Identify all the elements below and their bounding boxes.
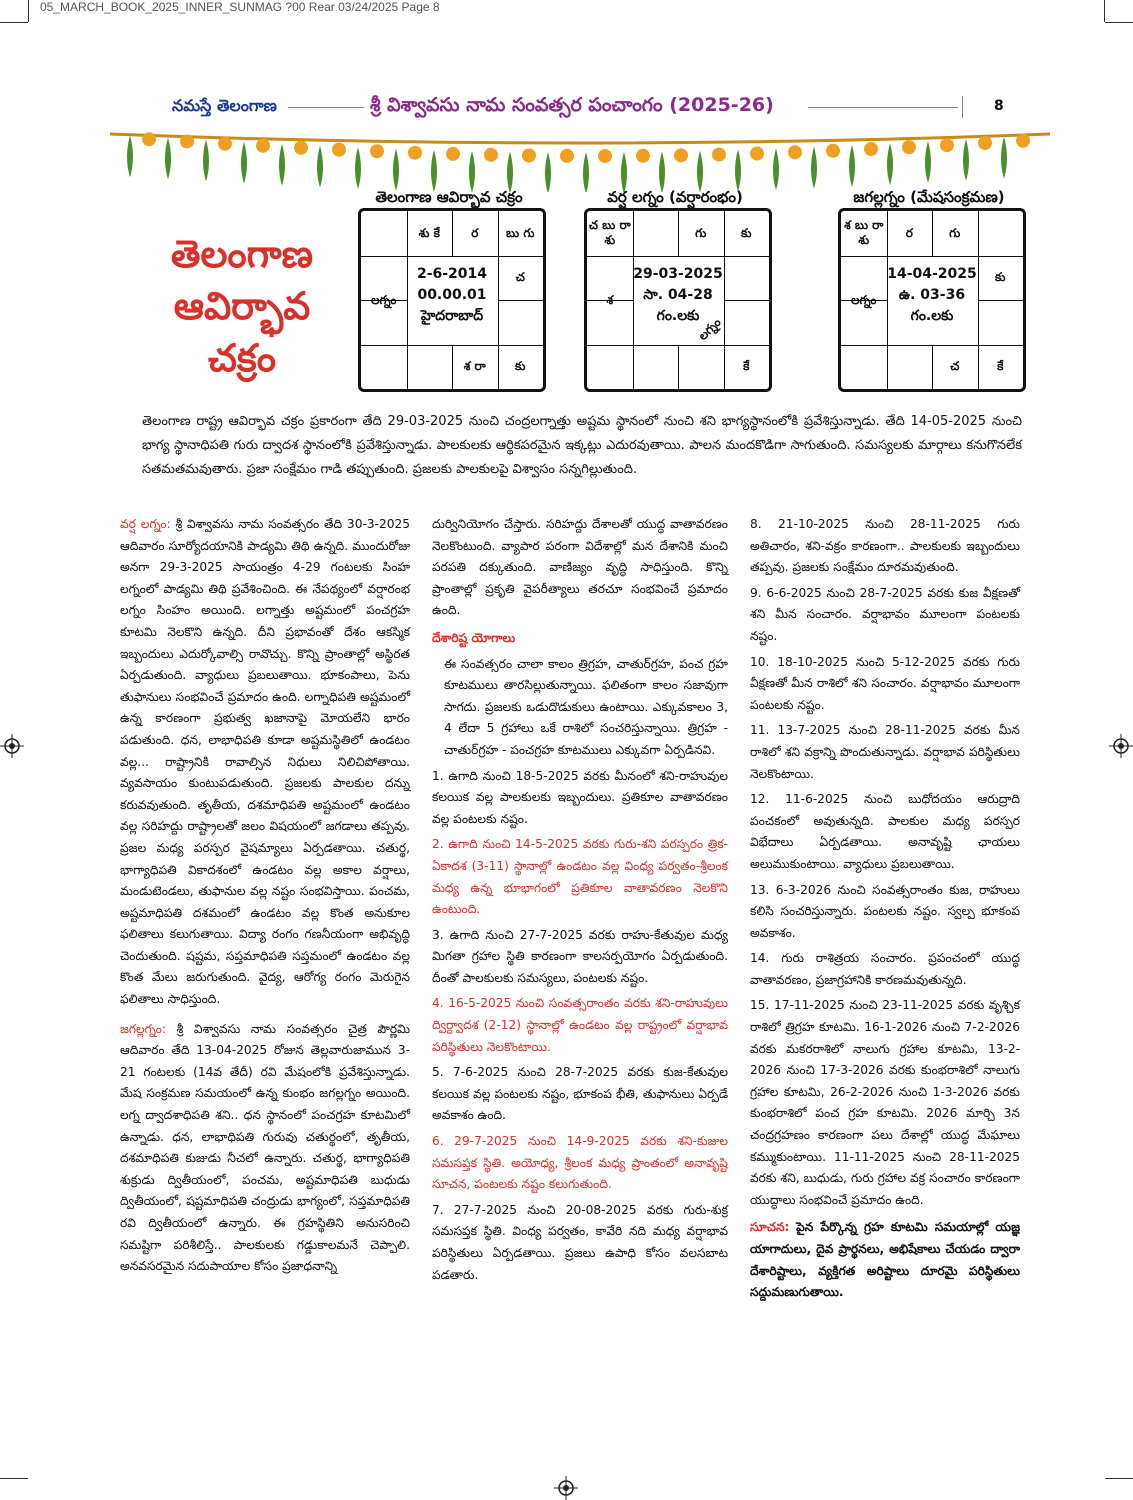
lead-label: జగల్లగ్నం: <box>120 1021 166 1036</box>
chart-house <box>633 345 679 390</box>
section-title-line: తెలంగాణ <box>170 232 314 276</box>
chart-house <box>498 300 544 345</box>
paragraph-varsha-lagnam <box>120 514 410 1011</box>
mango-leaf-icon <box>697 151 703 192</box>
chart-house <box>587 345 633 390</box>
marigold-icon <box>1016 134 1030 148</box>
mango-leaf-icon <box>127 135 133 177</box>
mango-leaf-icon <box>735 150 741 192</box>
header-rule <box>288 107 364 108</box>
chart-house <box>887 345 933 390</box>
chart-house-lagna: లగ్నం <box>851 292 877 307</box>
marigold-icon <box>788 145 802 159</box>
chart-center-info <box>887 264 978 327</box>
mango-leaf-icon <box>545 152 551 192</box>
mango-leaf-icon <box>621 152 627 192</box>
lead-label: వర్ష లగ్నం: <box>120 517 171 531</box>
list-item: 2. ఉగాది నుంచి 14-5-2025 వరకు గురు-శని పరస్పరం త్రిక-ఏకాదశ (3-11) స్థానాల్లో ఉండటం వల్ల వింధ్య పర్వతం-శ్రీలంక మధ్య ఉన్న భూభాగంలో ప్రతికూల వాతావరణం నెలకొని ఉంటుంది. <box>432 837 728 917</box>
marigold-icon <box>256 139 270 153</box>
list-item: 1. ఉగాది నుంచి 18-5-2025 వరకు మీనంలో శని-రాహువుల కలయిక వల్ల పాలకులకు ఇబ్బందులు. ప్రతికూల వాతావరణం వల్ల పంటలకు నష్టం. <box>432 768 728 826</box>
chart-house: శ బు రా శు <box>844 218 884 248</box>
chart-house: కే <box>743 359 750 374</box>
section-title-line: చక్రం <box>208 336 276 380</box>
marigold-icon <box>522 149 536 163</box>
marigold-icon <box>902 140 916 154</box>
chart-house-lagna: శ <box>606 292 614 307</box>
marigold-icon <box>142 132 156 146</box>
chart-house: శు కే <box>418 225 440 240</box>
mango-leaf-icon <box>279 144 285 186</box>
yoga-list <box>750 514 1020 1211</box>
marigold-icon <box>446 147 460 161</box>
list-item: 5. 7-6-2025 నుంచి 28-7-2025 వరకు కుజ-కేతువుల కలయిక వల్ల పంటలకు నష్టం, భూకంప భీతి, తుఫానులు ఏర్పడే అవకాశం ఉంది. <box>432 1065 728 1123</box>
marigold-icon <box>940 138 954 152</box>
list-item: 6. 29-7-2025 నుంచి 14-9-2025 వరకు శని-కుజుల సమసప్తక స్థితి. అయోధ్య, శ్రీలంక మధ్య ప్రాంతంలో అనావృష్టి సూచన, పంటలకు నష్టం కలుగుతుంది. <box>432 1134 728 1192</box>
crop-mark <box>28 0 29 22</box>
chart-center-line: సా. 04-28 <box>643 286 713 303</box>
list-item: 4. 16-5-2025 నుంచి సంవత్సరాంతం వరకు శని-రాహువులు ద్విర్ద్వాదశ (2-12) స్థానాల్లో ఉండటం వల్ల రాష్ట్రంలో వర్షాభావ పరిస్థితులు నెలకొంటాయి. <box>432 996 728 1054</box>
horoscope-chart <box>838 208 1026 392</box>
brand-name: నమస్తే తెలంగాణ <box>172 96 277 115</box>
chart-house: శ రా <box>463 359 486 374</box>
chart-house-lagna: లగ్నం <box>371 292 397 307</box>
chart-house: చ బు రా శు <box>588 218 631 248</box>
marigold-icon <box>218 137 232 151</box>
mango-leaf-icon <box>431 150 437 192</box>
chart-center-line: 00.00.01 <box>417 286 487 303</box>
list-item: 3. ఉగాది నుంచి 27-7-2025 వరకు రాహు-కేతువుల మధ్య మిగతా గ్రహాల స్థితి కారణంగా కాలసర్పయోగం ఏర్పడుతుంది. దీంతో పాలకులకు సమస్యలు, పంటలకు నష్టం. <box>432 927 728 985</box>
marigold-icon <box>826 144 840 158</box>
marigold-icon <box>750 147 764 161</box>
mango-leaf-icon <box>393 149 399 191</box>
marigold-icon <box>408 146 422 160</box>
chart-house <box>841 345 887 390</box>
chart-house: చ <box>515 270 525 285</box>
chart-house: కే <box>997 359 1004 374</box>
list-item: 11. 13-7-2025 నుంచి 28-11-2025 వరకు మీన రాశిలో శని వక్రాన్ని పొందుతున్నాడు. వర్షాభావ పరిస్థితులు నెలకొంటాయి. <box>750 723 1020 781</box>
chart-center-line: 2-6-2014 <box>416 265 488 282</box>
chart-house: ర <box>905 225 913 240</box>
chart-house: గు <box>695 225 707 240</box>
marigold-icon <box>978 136 992 150</box>
mango-leaf-icon <box>355 147 361 189</box>
chart-house: కు <box>515 359 526 374</box>
crop-mark <box>1105 22 1133 23</box>
marigold-icon <box>332 143 346 157</box>
registration-mark-icon <box>0 734 24 758</box>
marigold-icon <box>598 149 612 163</box>
crop-mark <box>0 1478 28 1479</box>
section-title-line: ఆవిర్భావ <box>173 284 311 328</box>
paragraph-text: శ్రీ విశ్వావసు నామ సంవత్సరం చైత్ర పౌర్ణమి ఆదివారం తేది 13-04-2025 రోజున తెల్లవారుజామున 3-21 గంటలకు (14వ తేదీ) రవి మేషంలోకి ప్రవేశిస్తున్నాడు. మేష సంక్రమణ సమయంలో ఉన్న కుంభం జగల్లగ్నం అయింది. లగ్న ద్వాదశాధిపతి శని.. ధన స్థానంలో పంచగ్రహ కూటమిలో ఉన్నాడు. ధన, లాభాధిపతి గురువు చతుర్థంలో, తృతీయ, దశమాధిపతి కుజుడు నీచలో ఉన్నారు. చతుర్థ, భాగ్యాధిపతి శుక్రుడు ద్వితీయంలో, పంచమ, అష్టమాధిపతి బుధుడు ద్వితీయంలో, షష్టమాధిపతి చంద్రుడు భాగ్యంలో, సప్తమాధిపతి రవి ద్వితీయంలో ఉన్నారు. ఈ గ్రహస్థితిని అనుసరించి సమష్టిగా పరిశీలిస్తే.. పాలకులకు గడ్డుకాలమనే చెప్పాలి. అనవసరమైన సదుపాయాల కోసం ప్రజాధనాన్ని <box>120 1021 410 1274</box>
mango-leaf-icon <box>317 146 323 188</box>
mango-leaf-icon <box>1001 137 1007 179</box>
subsection-heading: దేశారిష్ట యోగాలు <box>432 630 516 645</box>
note-paragraph <box>750 1217 1020 1303</box>
list-item: 7. 27-7-2025 నుంచి 20-08-2025 వరకు గురు-శుక్ర సమసప్తక స్థితి. వింధ్య పర్వతం, కావేరి నది మధ్య వర్షాభావ పరిస్థితులు ఏర్పడతాయి. ప్రజలు ఉపాధి కోసం వలసబాట పడతారు. <box>432 1202 728 1282</box>
header-rule <box>808 107 958 108</box>
mango-leaf-icon <box>887 143 893 185</box>
marigold-icon <box>636 149 650 163</box>
list-item: 15. 17-11-2025 నుంచి 23-11-2025 వరకు వృశ్చిక రాశిలో త్రిగ్రహ కూటమి. 16-1-2026 నుంచి 7-2-2026 వరకు మకరరాశిలో నాలుగు గ్రహాల కూటమి, 13-2-2026 నుంచి 17-3-2026 వరకు కుంభరాశిలో నాలుగు గ్రహాల కూటమి, 26-2-2026 నుంచి 1-3-2026 వరకు కుంభరాశిలో పంచ గ్రహ కూటమి. 2026 మార్చి 3న చంద్రగ్రహణం కారణంగా పలు దేశాల్లో యుద్ధ మేఘాలు కమ్ముకుంటాయి. 11-11-2025 నుంచి 28-11-2025 వరకు శని, బుధుడు, గురు గ్రహాల వక్ర సంచారం కారణంగా యుద్ధాలు సంభవించే ప్రమాదం ఉంది. <box>750 998 1020 1207</box>
flower-garland-icon <box>110 122 1050 192</box>
page-number: 8 <box>994 98 1004 114</box>
list-item: 13. 6-3-2026 నుంచి సంవత్సరాంతం కుజ, రాహులు కలిసి సంచరిస్తున్నారు. పంటలకు నష్టం. స్వల్ప భూకంప అవకాశం. <box>750 882 1020 940</box>
paragraph-text: ఈ సంవత్సరం చాలా కాలం త్రిగ్రహ, చాతుర్‌గ్రహ, పంచ గ్రహ కూటములు తారసిల్లుతున్నాయి. ఫలితంగా కాలం సజావుగా సాగదు. ప్రజలకు ఒడుదొడుకులు ఉంటాయి. ఎక్కువకాలం 3, 4 లేదా 5 గ్రహాలు ఒకే రాశిలో సంచరిస్తున్నాయి. త్రిగ్రహ - చాతుర్‌గ్రహ - పంచగ్రహ కూటములు ఎక్కువగా ఏర్పడినవి. <box>444 656 728 757</box>
mango-leaf-icon <box>241 142 247 184</box>
yoga-list <box>432 766 728 1287</box>
list-item: 8. 21-10-2025 నుంచి 28-11-2025 గురు అతిచారం, శని-వక్రం కారణంగా.. పాలకులకు ఇబ్బందులు తప్పవు. ప్రజలకు సంక్షేమం దూరమవుతుంది. <box>750 517 1020 575</box>
marigold-icon <box>484 148 498 162</box>
crop-mark <box>1105 1478 1133 1479</box>
horoscope-chart <box>358 208 546 392</box>
mango-leaf-icon <box>849 145 855 187</box>
chart-center-line: హైదరాబాద్ <box>420 307 484 324</box>
mango-leaf-icon <box>583 152 589 192</box>
header-divider <box>962 96 963 118</box>
chart-house <box>724 300 770 345</box>
chart-title: వర్ష లగ్నం (వర్షారంభం) <box>607 188 743 206</box>
column-1 <box>120 514 410 1282</box>
mango-leaf-icon <box>925 141 931 183</box>
crop-mark <box>0 22 28 23</box>
mango-leaf-icon <box>963 139 969 181</box>
marigold-icon <box>712 148 726 162</box>
paragraph-text: శ్రీ విశ్వావసు నామ సంవత్సరం తేది 30-3-2025 ఆదివారం సూర్యోదయానికి పాడ్యమి తిథి ఉన్నది. ముందురోజు అనగా 29-3-2025 సాయంత్రం 4-29 గంటలకు సింహ లగ్నంలో పాడ్యమి తిథి ప్రవేశించింది. ఈ నేపథ్యంలో వర్షారంభ లగ్నం సింహం అయింది. లగ్నాత్తు అష్టమంలో పంచగ్రహ కూటమి నెలకొని ఉన్నది. దీని ప్రభావంతో దేశం ఆకస్మిక ఇబ్బందులు ఎదుర్కోవాల్సి రావొచ్చు. కొన్ని ప్రాంతాల్లో అస్థిరత ఏర్పడుతుంది. వ్యాధులు ప్రబలుతాయి. భూకంపాలు, పెను తుఫానులు సంభవించే ప్రమాదం ఉంది. లగ్నాధిపతి అష్టమంలో ఉన్న కారణంగా ప్రభుత్వ ఖజానాపై మోయలేని భారం పడుతుంది. ధన, లాభాధిపతి కూడా అష్టమస్థితిలో ఉండటం వల్ల... రాష్ట్రానికి రావాల్సిన నిధులు నిలిచిపోతాయి. వ్యవసాయం కుంటుపడుతుంది. ప్రజలకు పాలకుల దన్ను కరువవుతుంది. తృతీయ, దశమాధిపతి అష్టమంలో ఉండటం వల్ల సరిహద్దు రాష్ట్రాలతో జలం విషయంలో జగడాలు తప్పవు. ప్రజల మధ్య పరస్పర వైషమ్యాలు ఏర్పడతాయి. చతుర్థ, భాగ్యాధిపతి వికాదశంలో ఉండటం వల్ల అకాల వర్షాలు, మండుటెండలు, తుఫానుల వల్ల నష్టం సంభవిస్తాయి. పంచమ, అష్టమాధిపతి దశమంలో ఉండటం వల్ల కొంత అనుకూల ఫలితాలు కలుగుతాయి. విద్యా రంగం గణనీయంగా అభివృద్ధి చెందుతుంది. షష్టమ, సప్తమాధిపతి సప్తమంలో ఉండటం వల్ల కొంత మేలు జరుగుతుంది. వైద్య, ఆరోగ్య రంగం మెరుగైన ఫలితాలు సాధిస్తుంది. <box>120 517 411 1007</box>
marigold-icon <box>864 142 878 156</box>
chart-house <box>361 345 407 390</box>
chart-house <box>724 256 770 301</box>
mango-leaf-icon <box>507 152 513 192</box>
column-3 <box>750 514 1020 1308</box>
mango-leaf-icon <box>773 148 779 190</box>
intro-paragraph <box>142 410 1022 482</box>
print-slug: 05_MARCH_BOOK_2025_INNER_SUNMAG ?00 Rear 03/24/2025 Page 8 <box>40 0 440 14</box>
chart-house <box>633 211 679 256</box>
chart-house <box>407 345 453 390</box>
horoscope-chart <box>584 208 772 392</box>
section-title <box>152 228 332 384</box>
mango-leaf-icon <box>165 137 171 179</box>
chart-house: కు <box>995 270 1006 285</box>
paragraph-jagallagnam <box>120 1019 410 1278</box>
mango-leaf-icon <box>811 147 817 189</box>
registration-mark-icon <box>554 1476 578 1500</box>
marigold-icon <box>674 148 688 162</box>
marigold-icon <box>370 144 384 158</box>
mango-leaf-icon <box>659 151 665 192</box>
chart-house: గు <box>949 225 961 240</box>
note-label: సూచన: <box>750 1220 790 1235</box>
mango-leaf-icon <box>203 140 209 182</box>
chart-center-info <box>407 264 498 327</box>
intro-text: తెలంగాణ రాష్ట్ర ఆవిర్భావ చక్రం ప్రకారంగా తేది 29-03-2025 నుంచి చంద్రలగ్నాత్తు అష్టమ స్థానంలో నుంచి శని భాగ్యస్థానంలోకి ప్రవేశిస్తున్నాడు. తేది 14-05-2025 నుంచి భాగ్య స్థానాధిపతి గురు ద్వాదశ స్థానంలోకి ప్రవేశిస్తున్నాడు. పాలకులకు ఆర్థికపరమైన ఇక్కట్లు ఎదురవుతాయి. పాలన మందకొడిగా సాగుతుంది. సమస్యలకు మార్గాలు కనుగొనలేక సతమతమవుతారు. ప్రజా సంక్షేమం గాడి తప్పుతుంది. ప్రజలకు పాలకులపై విశ్వాసం సన్నగిల్లుతుంది. <box>142 414 1022 477</box>
chart-house <box>678 345 724 390</box>
note-text: పైన పేర్కొన్న గ్రహ కూటమి సమయాల్లో యజ్ఞ యాగాదులు, దైవ ప్రార్థనలు, అభిషేకాలు చేయడం ద్వారా దేశారిష్టాలు, వ్యక్తిగత అరిష్టాలు దూరమై పరిస్థితులు సద్దుమణుగుతాయి. <box>750 1220 1021 1300</box>
chart-house <box>978 300 1024 345</box>
registration-mark-icon <box>1109 734 1133 758</box>
list-item: 14. గురు రాశిత్రయ సంచారం. ప్రపంచంలో యుద్ధ వాతావరణం, ప్రజాగ్రహానికి కారణమవుతున్నది. <box>750 951 1020 987</box>
lagna-marker: లగ్నం <box>695 314 724 343</box>
chart-house: బు గు <box>506 225 535 240</box>
chart-title: తెలంగాణ ఆవిర్భావ చక్రం <box>375 188 523 206</box>
page-title: శ్రీ విశ్వావసు నామ సంవత్సర పంచాంగం (2025-26) <box>370 94 774 116</box>
marigold-icon <box>294 141 308 155</box>
list-item: 9. 6-6-2025 నుంచి 28-7-2025 వరకు కుజ వీక్షణతో శని మీన సంచారం. వర్షాభావం మూలంగా పంటలకు నష్టం. <box>750 585 1020 643</box>
chart-house <box>361 211 407 256</box>
paragraph-text: దుర్వినియోగం చేస్తారు. సరిహద్దు దేశాలతో యుద్ధ వాతావరణం నెలకొంటుంది. వ్యాపార పరంగా విదేశాల్లో మన దేశానికి మంచి పరపతి దక్కుతుంది. వాణిజ్యం వృద్ధి సాధిస్తుంది. కొన్ని ప్రాంతాల్లో ప్రకృతి వైపరీత్యాలు తరచూ సంభవించే ప్రమాదం ఉంది. <box>432 517 728 618</box>
chart-center-line: గం.లకు <box>656 307 700 324</box>
chart-center-line: 29-03-2025 <box>633 265 723 282</box>
chart-title: జగల్లగ్నం (మేషసంక్రమణ) <box>853 188 1005 206</box>
chart-center-line: 14-04-2025 <box>887 265 977 282</box>
column-2 <box>432 514 728 1290</box>
crop-mark <box>1104 0 1105 22</box>
list-item: 10. 18-10-2025 నుంచి 5-12-2025 వరకు గురు వీక్షణతో మీన రాశిలో శని సంచారం. వర్షాభావం మూలంగా పంటలకు నష్టం. <box>750 654 1020 712</box>
chart-house: కు <box>741 225 752 240</box>
chart-center-line: గం.లకు <box>910 307 954 324</box>
marigold-icon <box>180 134 194 148</box>
marigold-icon <box>560 149 574 163</box>
mango-leaf-icon <box>469 151 475 192</box>
page-header <box>172 92 1012 122</box>
list-item: 12. 11-6-2025 నుంచి బుధోదయం ఆరుద్రాది పంచకంలో అవుతున్నది. పాలకుల మధ్య పరస్పర విభేదాలు ఏర్పడతాయి. అనావృష్టి ఛాయలు అలుముకుంటాయి. వ్యాధులు ప్రబలుతాయి. <box>750 792 1020 871</box>
chart-house: ర <box>471 225 479 240</box>
chart-house <box>978 211 1024 256</box>
chart-house: చ <box>950 359 960 374</box>
chart-center-line: ఉ. 03-36 <box>898 286 966 303</box>
